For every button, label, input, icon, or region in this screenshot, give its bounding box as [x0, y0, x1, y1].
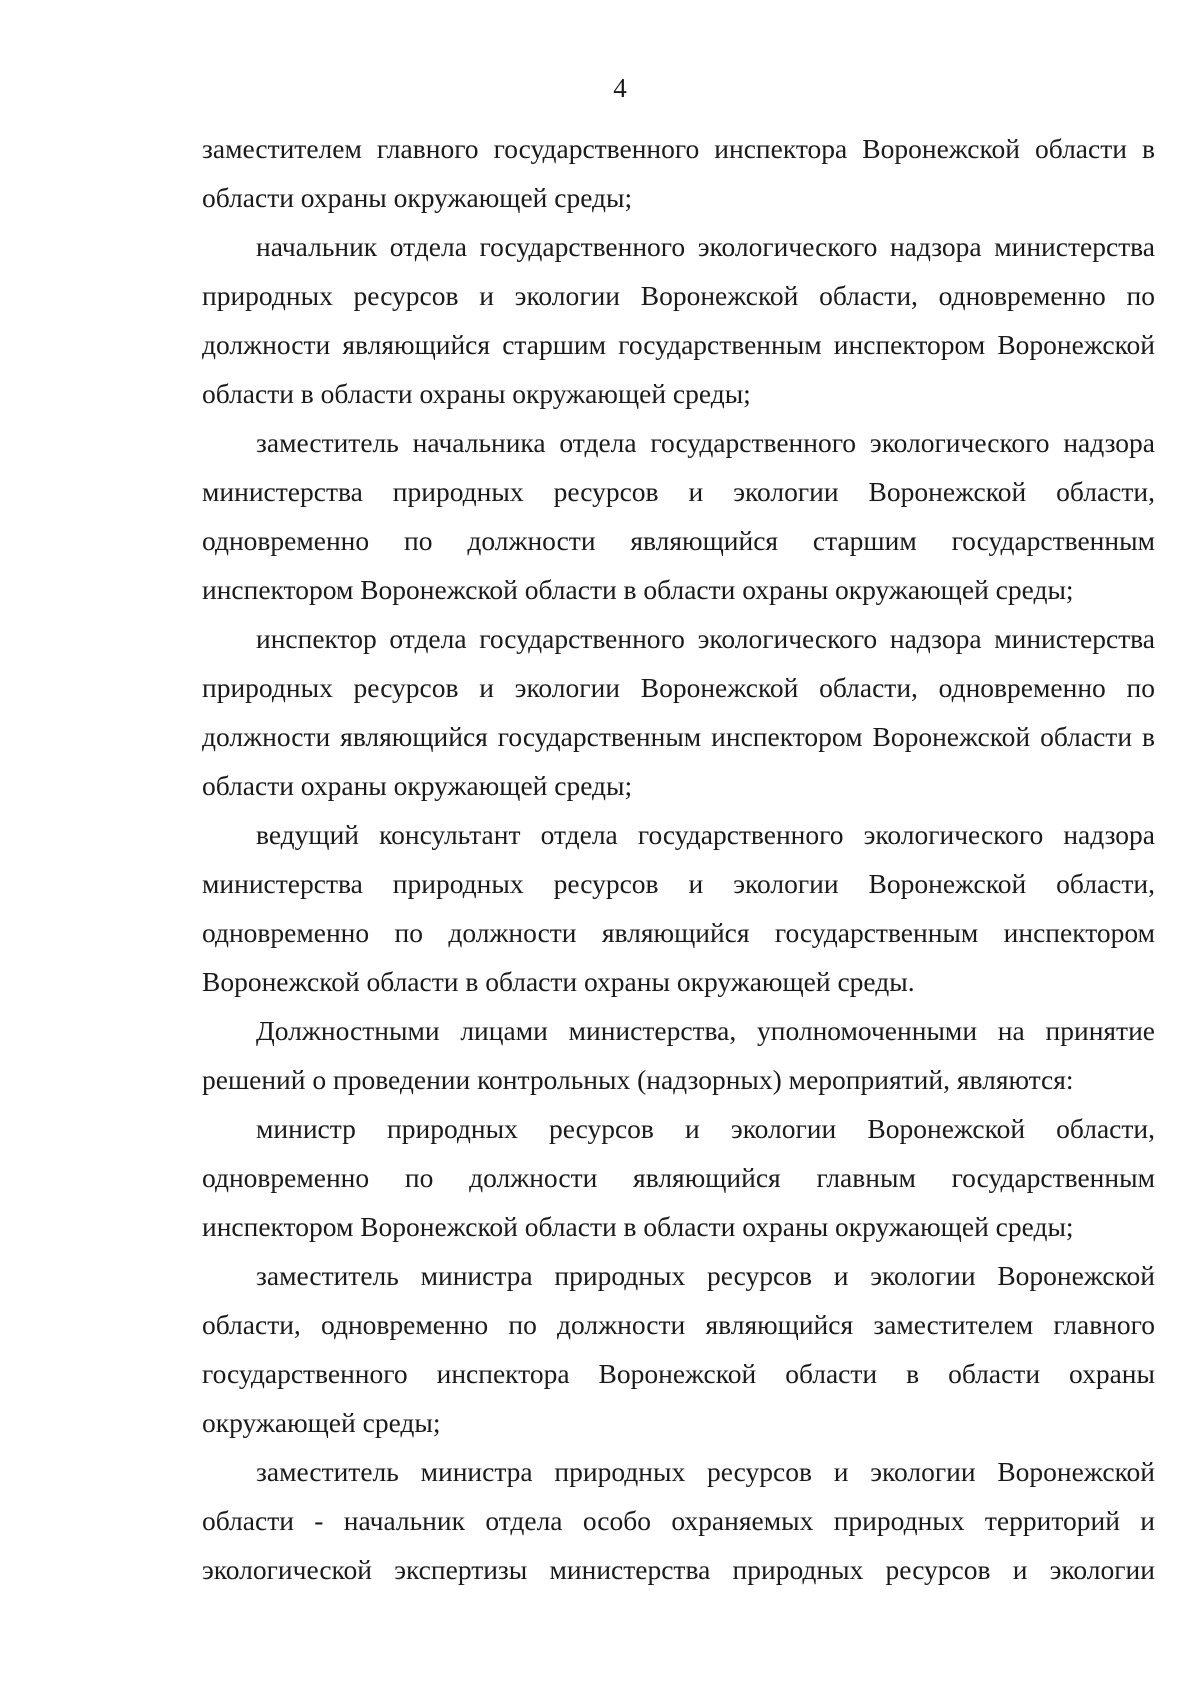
- paragraph-5: ведущий консультант отдела государственного экологического надзора министерства природных ресурсов и экологии Воронежской области, одновременно по должности являющийся государственным инспектором Воронежской области в области охраны окружающей среды.: [202, 819, 1155, 997]
- paragraph-3: заместитель начальника отдела государственного экологического надзора министерства природных ресурсов и экологии Воронежской области, одновременно по должности являющийся старшим государственным инспектором Воронежской области в области охраны окружающей среды;: [202, 427, 1155, 605]
- page-number: 4: [613, 73, 627, 103]
- paragraph-9: заместитель министра природных ресурсов и экологии Воронежской области - начальник отдела особо охраняемых природных территорий и экологической экспертизы министерства природных ресурсов и экологии: [202, 1456, 1155, 1585]
- paragraph-6: Должностными лицами министерства, уполномоченными на принятие решений о проведении контрольных (надзорных) мероприятий, являются:: [202, 1015, 1155, 1095]
- paragraph-1: заместителем главного государственного инспектора Воронежской области в области охраны окружающей среды;: [202, 133, 1155, 213]
- paragraph-7: министр природных ресурсов и экологии Воронежской области, одновременно по должности являющийся главным государственным инспектором Воронежской области в области охраны окружающей среды;: [202, 1113, 1155, 1242]
- paragraph-8: заместитель министра природных ресурсов и экологии Воронежской области, одновременно по должности являющийся заместителем главного государственного инспектора Воронежской области в области охраны окружающей среды;: [202, 1260, 1155, 1438]
- paragraph-2: начальник отдела государственного экологического надзора министерства природных ресурсов и экологии Воронежской области, одновременно по должности являющийся старшим государственным инспектором Воронежской области в области охраны окружающей среды;: [202, 231, 1155, 409]
- body-text: [202, 124, 1155, 1594]
- paragraph-4: инспектор отдела государственного экологического надзора министерства природных ресурсов и экологии Воронежской области, одновременно по должности являющийся государственным инспектором Воронежской области в области охраны окружающей среды;: [202, 623, 1155, 801]
